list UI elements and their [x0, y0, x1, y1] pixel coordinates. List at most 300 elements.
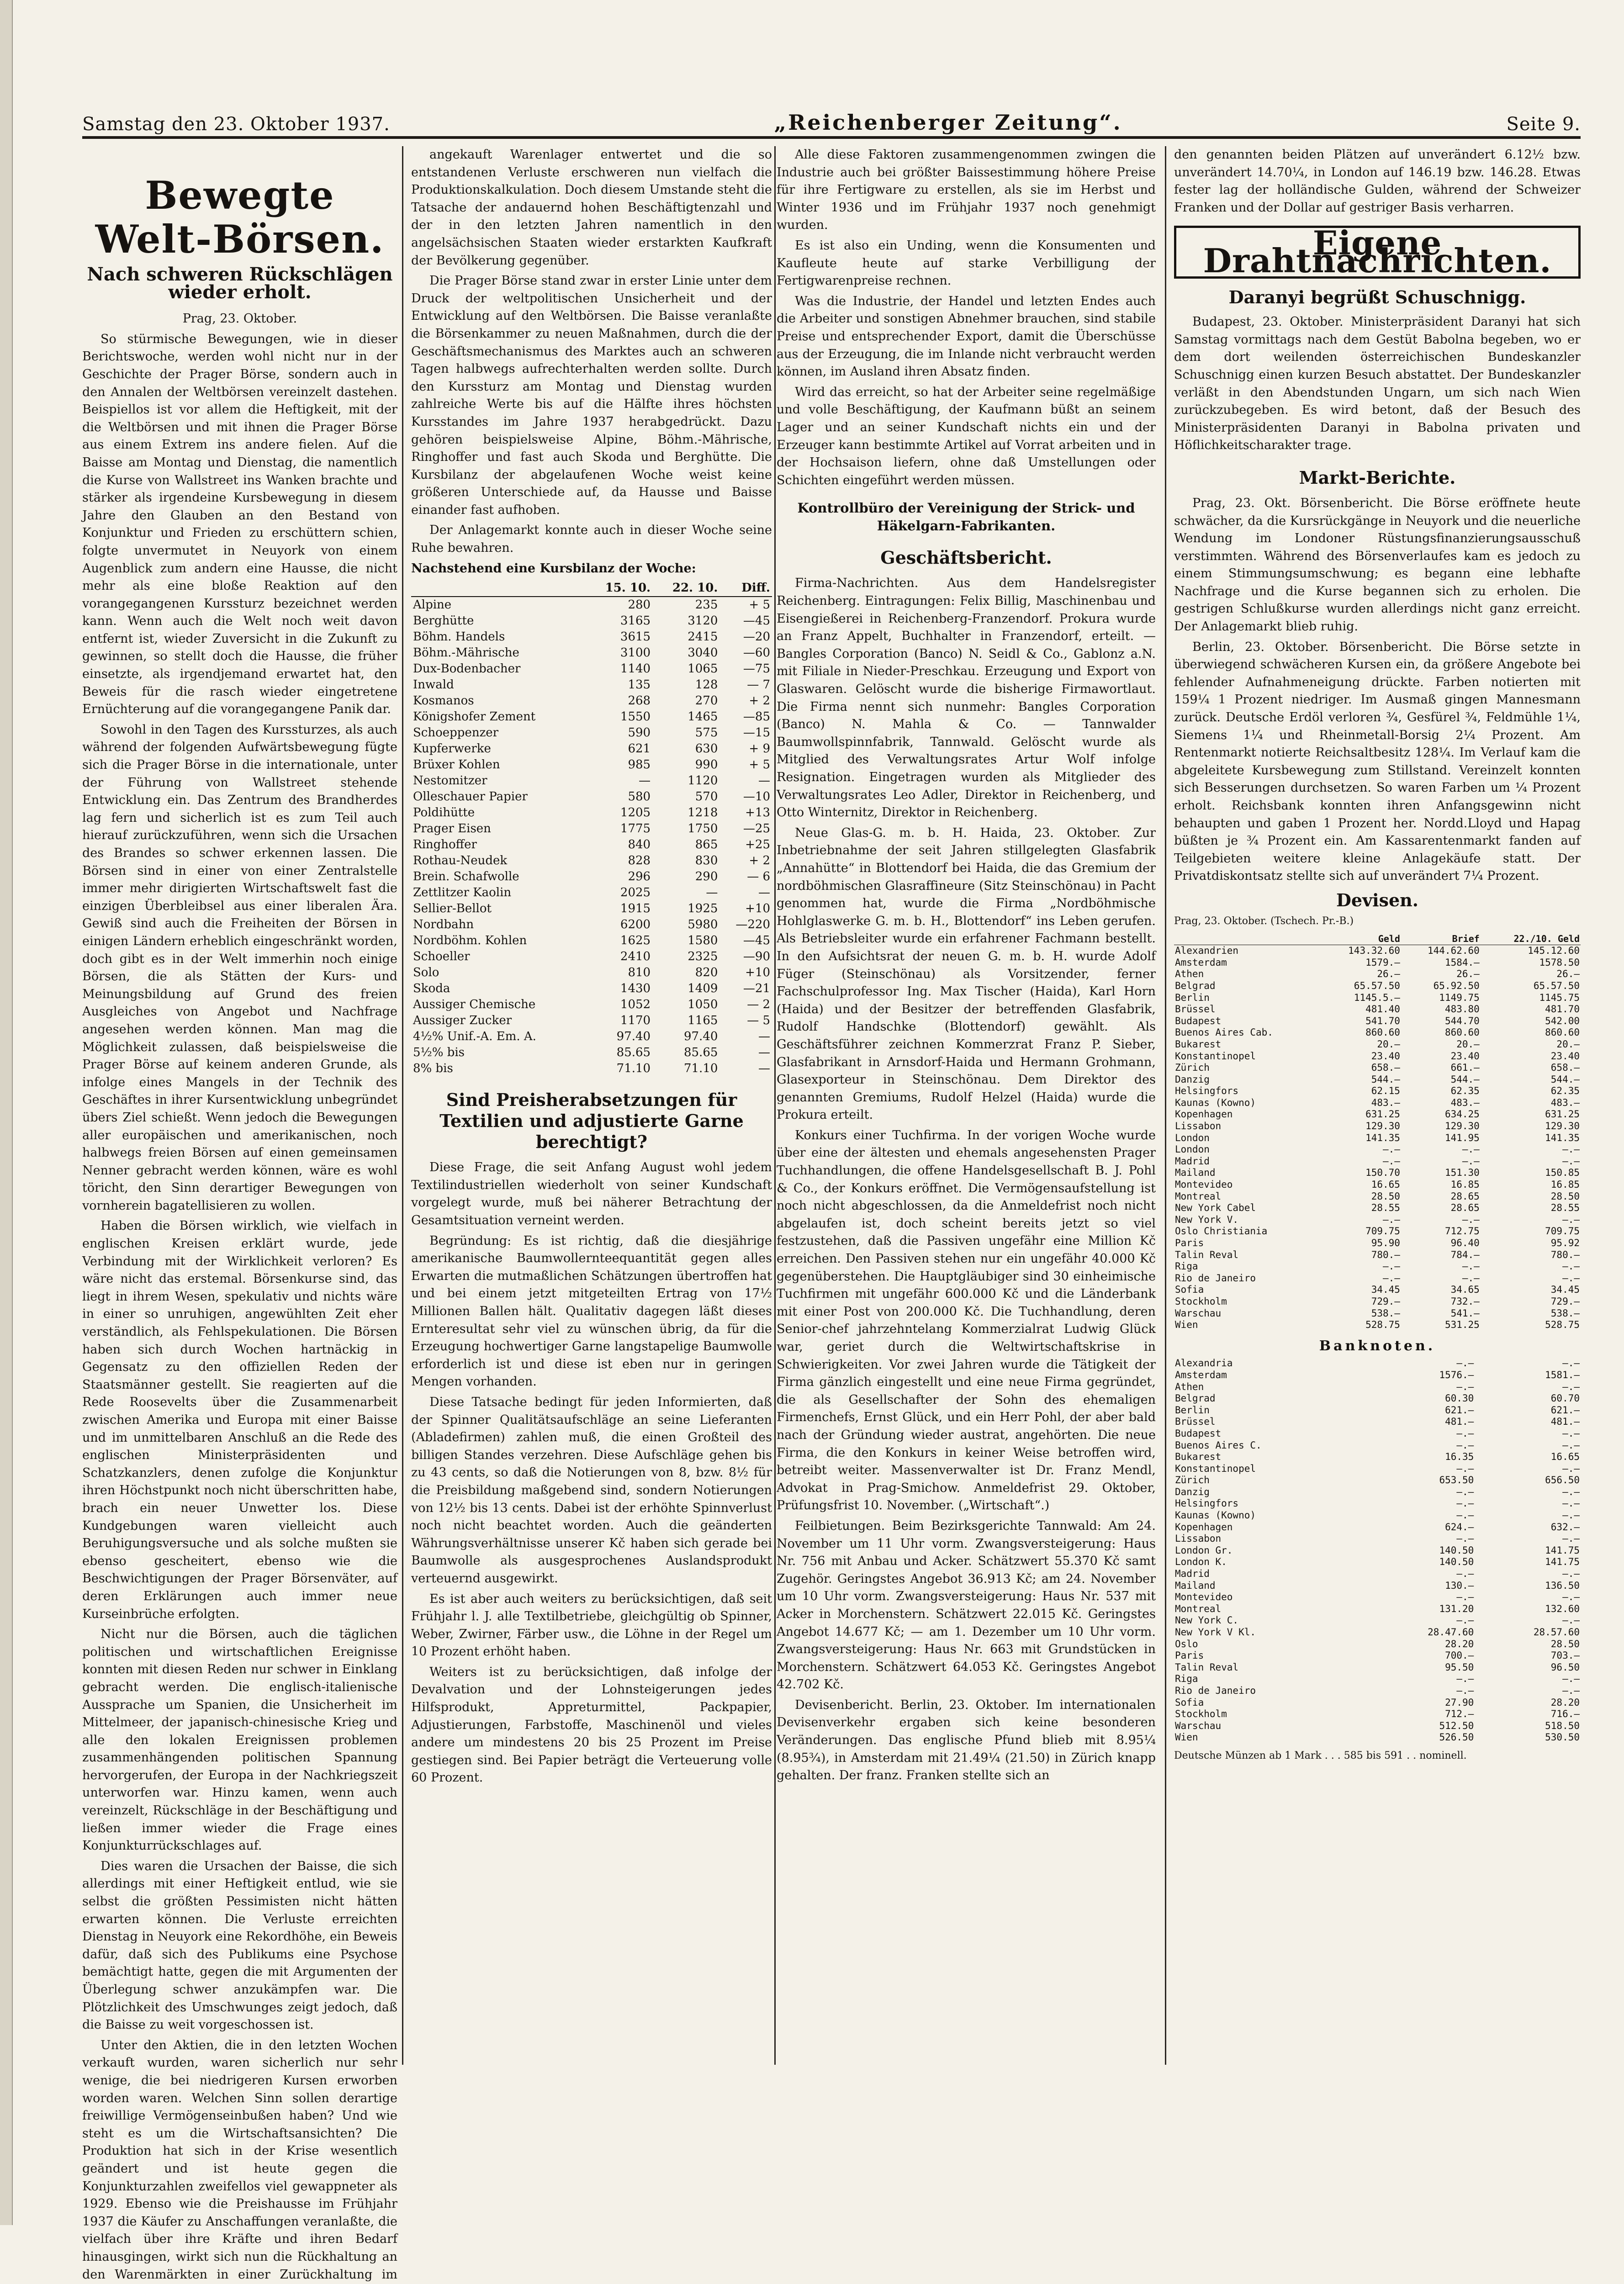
column-divider [1165, 146, 1166, 2065]
table-row [1174, 1226, 1581, 1237]
table-cell: Stockholm [1175, 1295, 1227, 1307]
table-cell: 26.— [1377, 968, 1400, 980]
table-cell: 1170 [620, 1014, 651, 1028]
table-cell: 16.85 [1450, 1179, 1480, 1190]
table-cell: 60.70 [1550, 1393, 1580, 1404]
table-cell: Zürich [1175, 1062, 1210, 1073]
table-cell: London K. [1175, 1556, 1227, 1568]
table-cell: + 5 [749, 598, 770, 612]
table-cell: 65.92.50 [1433, 980, 1480, 991]
table-cell: — 7 [747, 678, 770, 692]
table-header-cell: Brief [1401, 933, 1481, 945]
table-cell: 16.35 [1445, 1451, 1474, 1463]
table-row [411, 869, 772, 885]
table-row [1174, 1284, 1581, 1296]
article-signature: Kontrollbüro der Vereinigung der Strick- und Häkelgarn-Fabrikanten. [797, 500, 1135, 534]
table-cell: 542.00 [1545, 1015, 1580, 1026]
article-paragraph: Unter den Aktien, die in den letzten Wochen verkauft wurden, waren sicherlich nur sehr wenige, die bei niedrigeren Kursen erworben worden waren. Welchen Sinn sollen derartige freiwillige Vermögenseinbußen haben? Und wie steht es um die Wirtschaftsansichten? Die Produktion hat sich in der Krise wesentlich geändert und ist heute gegen die Konjunkturzahlen zweifellos viel gewappneter als 1929. Ebenso wie die Preishausse im Frühjahr 1937 die Käufer zu Anschaffungen veranlaßte, die vielfach über ihre Kräfte und ihren Bedarf hinausgingen, wirkt sich nun die Rückhaltung an den Warenmärkten in einer Zurückhaltung im [82, 2038, 397, 2282]
table-row [1174, 1039, 1581, 1051]
table-cell: 3615 [620, 630, 651, 644]
table-cell: Zettlitzer Kaolin [413, 886, 512, 900]
table-cell: Kopenhagen [1175, 1521, 1233, 1533]
table-cell: Stockholm [1175, 1708, 1227, 1720]
table-header-cell [411, 580, 585, 597]
section-headline: Geschäftsbericht. [880, 547, 1052, 568]
table-cell: 624.— [1445, 1521, 1474, 1533]
table-cell: Montreal [1175, 1603, 1222, 1614]
table-cell: —.— [1456, 1510, 1474, 1521]
table-cell: —75 [743, 662, 770, 676]
table-cell: Belgrad [1175, 980, 1216, 991]
table-row [1174, 1144, 1581, 1156]
table-cell: Amsterdam [1175, 1369, 1227, 1380]
table-cell: 541.— [1450, 1307, 1480, 1319]
table-cell: 481.70 [1545, 1004, 1580, 1015]
table-row [1174, 968, 1581, 980]
table-cell: 1120 [688, 774, 718, 788]
table-row [411, 757, 772, 773]
table-cell: —.— [1456, 1568, 1474, 1580]
table-cell: 544.— [1450, 1073, 1480, 1085]
article-paragraph: Budapest, 23. Oktober. Ministerpräsident Daranyi hat sich Samstag vormittags nach dem Gestüt Babolna begeben, wo er dem dort weilenden österreichischen Bundeskanzler Schuschnigg einen kurzen Besuch abstattet. Der Bundeskanzler verläßt in den Abendstunden Ungarn, um sich nach Wien zurückzubegeben. Es wird betont, daß der Besuch des Ministerpräsidenten Daranyi in Babolna privaten und Höflichkeitscharakter trage. [1174, 315, 1581, 453]
table-cell: 5980 [688, 918, 718, 932]
table-cell: —.— [1562, 1272, 1580, 1284]
table-cell: Brüssel [1175, 1004, 1216, 1015]
table-row [1174, 1319, 1581, 1331]
table-row [1174, 1015, 1581, 1027]
table-cell: —.— [1383, 1155, 1400, 1167]
table-cell: —.— [1456, 1428, 1474, 1439]
table-cell: —.— [1456, 1533, 1474, 1544]
table-cell: 130.— [1445, 1580, 1474, 1591]
table-cell: 860.60 [1444, 1027, 1480, 1038]
table-cell: 729.— [1371, 1295, 1400, 1307]
table-cell: 28.57.60 [1533, 1627, 1580, 1638]
article-paragraph: Konkurs einer Tuchfirma. In der vorigen Woche wurde über eine der ältesten und ehemals angesehensten Prager Tuchhandlungen, die offene Handelsgesellschaft B. J. Pohl & Co., der Konkurs eröffnet. Die Vermögensaufstellung ist noch nicht abgeschlossen, da die Anmeldefrist noch nicht abgelaufen ist, doch scheint bereits jetzt so viel festzustehen, daß die Passiven ungefähr eine Million Kč erreichen. Den Passiven stehen nur ein ungefähr 40.000 Kč gegenüberstehen. Die Hauptgläubiger sind 30 einheimische Tuchfirmen mit ungefähr 600.000 Kč und die Länderbank mit einer Post von 200.000 Kč. Die Tuchhandlung, deren Senior-chef jahrzehntelang Kommerzialrat Ludwig Glück war, geriet durch die Weltwirtschaftskrise in Schwierigkeiten. Vor zwei Jahren wurde die Tätigkeit der Firma gänzlich eingestellt und eine neue Firma gegründet, die als Gesellschafter der Sohn des ehemaligen Firmenchefs, Ernst Glück, und ein Herr Pohl, der aber bald nach der Gründung wieder austrat, angehörten. Die neue Firma, die den Konkurs in keiner Weise betroffen wird, betreibt weiter. Massenverwalter ist Dr. Franz Mendl, Advokat in Prag-Smichow. Anmeldefrist 29. Oktober, Prüfungsfrist 10. November. („Wirtschaft“.) [777, 1128, 1156, 1513]
article-paragraph: Firma-Nachrichten. Aus dem Handelsregister Reichenberg. Eintragungen: Felix Billig, Maschinenbau und Eisengießerei in Reichenberg-Franzendorf. Prokura wurde an Franz Appelt, Buchhalter in Franzendorf, erteilt. — Bangles Corporation (Banco) N. Seidl & Co., Gablonz a.N. mit Filiale in Nieder-Preschkau. Erzeugung und Export von Glaswaren. Gelöscht wurde die bisherige Firmawortlaut. Die Firma nennt sich nunmehr: Bangles Corporation (Banco) N. Mahla & Co. — Tannwalder Baumwollspinnfabrik, Tannwald. Gelöscht wurde als Mitglied des Verwaltungsrates Artur Wolf infolge Resignation. Eingetragen wurden als Mitglieder des Verwaltungsrates Leo Adler, Direktor in Reichenberg, und Otto Winternitz, Direktor in Reichenberg. [777, 576, 1156, 820]
table-row [1174, 1405, 1581, 1417]
table-row [411, 933, 772, 949]
table-cell: 143.32.60 [1348, 945, 1400, 957]
table-row [1174, 1650, 1581, 1662]
article-paragraph: Es ist aber auch weiters zu berücksichtigen, daß seit Frühjahr l. J. alle Textilbetriebe, gleichgültig ob Spinner, Weber, Zwirner, Färber usw., die Löhne in der Regel um 10 Prozent erhöht haben. [411, 1591, 772, 1659]
table-cell: 71.10 [616, 1062, 651, 1076]
table-cell: New York V. [1175, 1214, 1239, 1225]
table-row [1174, 1673, 1581, 1685]
table-row [1174, 1697, 1581, 1709]
table-cell: 840 [628, 838, 651, 852]
table-cell: —.— [1562, 1685, 1580, 1696]
table-row [1174, 1568, 1581, 1580]
table-cell: 140.50 [1439, 1556, 1474, 1568]
table-row [1174, 1202, 1581, 1214]
table-cell: 235 [695, 598, 718, 612]
table-cell: London [1175, 1132, 1210, 1143]
table-cell: 34.45 [1371, 1284, 1400, 1295]
table-cell: 20.— [1556, 1038, 1580, 1050]
table-cell: —.— [1562, 1439, 1580, 1451]
table-cell: 732.— [1450, 1295, 1480, 1307]
news-headline: Daranyi begrüßt Schuschnigg. [1228, 286, 1526, 307]
table-cell: Brein. Schafwolle [413, 870, 519, 884]
table-row [1174, 1369, 1581, 1381]
table-cell: —.— [1462, 1272, 1480, 1284]
table-cell: 34.45 [1550, 1284, 1580, 1295]
table-cell: 3040 [688, 646, 718, 660]
table-cell: 828 [628, 854, 651, 868]
table-row [1174, 1522, 1581, 1533]
table-cell: 95.50 [1445, 1661, 1474, 1673]
table-cell: —.— [1562, 1591, 1580, 1603]
table-cell: Warschau [1175, 1307, 1222, 1319]
table-cell: Athen [1175, 1381, 1204, 1392]
table-cell: Aussiger Zucker [413, 1014, 512, 1028]
table-cell: 483.80 [1444, 1004, 1480, 1015]
table-cell: —25 [743, 822, 770, 836]
table-cell: 65.57.50 [1533, 980, 1580, 991]
table-cell: 141.35 [1545, 1132, 1580, 1143]
table-cell: 544.— [1371, 1073, 1400, 1085]
table-cell: 34.65 [1450, 1284, 1480, 1295]
column-4 [1174, 146, 1581, 2060]
table-cell: —.— [1456, 1498, 1474, 1509]
table-cell: Nordböhm. Kohlen [413, 934, 527, 948]
table-row [1174, 1358, 1581, 1369]
table-cell: 990 [695, 758, 718, 772]
table-cell: 140.50 [1439, 1544, 1474, 1556]
table-cell: 1145.75 [1539, 992, 1580, 1003]
table-cell: —.— [1383, 1214, 1400, 1225]
table-cell: —85 [743, 710, 770, 724]
section-headline: Markt-Berichte. [1299, 467, 1456, 488]
table-cell: 141.95 [1444, 1132, 1480, 1143]
article-paragraph: angekauft Warenlager entwertet und die so entstandenen Verluste erschweren nun vielfach die Produktionskalkulation. Doch diesem Umstande steht die Tatsache der andauernd hohen Beschäftigtenzahl und der in den letzten Jahren namentlich in den angelsächsischen Staaten wieder erstarkten Kaufkraft der Bevölkerung gegenüber. [411, 148, 772, 268]
table-cell: —.— [1562, 1428, 1580, 1439]
table-row [1174, 1556, 1581, 1568]
table-row [1174, 1486, 1581, 1498]
table-cell: +13 [745, 806, 770, 820]
table-cell: 1580 [688, 934, 718, 948]
table-cell: 830 [695, 854, 718, 868]
table-cell: 135 [628, 678, 651, 692]
table-cell: —.— [1462, 1214, 1480, 1225]
table-row [411, 1061, 772, 1077]
table-row [411, 1013, 772, 1029]
table-cell: 538.— [1550, 1307, 1580, 1319]
table-row [1174, 1416, 1581, 1428]
article-paragraph: Diese Tatsache bedingt für jeden Informierten, daß der Spinner Qualitätsaufschläge an seine Lieferanten (Abladefirmen) zahlen muß, die einen Großteil des billigen Standes verzehren. Diese Aufschläge gehen bis zu 43 cents, so daß die Notierungen von 8, bzw. 8½ für die Preisbildung maßgebend sind, sondern Notierungen von 12½ bis 13 cents. Dabei ist der erhöhte Spinnverlust noch nicht beachtet worden. Auch die geänderten Währungsverhältnisse unserer Kč haben sich gerade bei Baumwolle als ausgesprochenes Auslandsprodukt verteuernd ausgewirkt. [411, 1395, 772, 1586]
table-row [1174, 1156, 1581, 1168]
table-cell: 16.65 [1371, 1179, 1400, 1190]
table-cell: Helsingfors [1175, 1085, 1239, 1097]
table-cell: 481.— [1445, 1416, 1474, 1428]
table-row [1174, 1027, 1581, 1039]
table-cell: —.— [1562, 1214, 1580, 1225]
table-cell: 145.12.60 [1528, 945, 1580, 957]
table-cell: 656.50 [1545, 1475, 1580, 1486]
table-cell: 709.75 [1545, 1226, 1580, 1237]
table-cell: 1579.— [1365, 957, 1400, 968]
table-cell: Mailand [1175, 1580, 1216, 1591]
table-cell: 85.65 [683, 1046, 718, 1060]
table-cell: +25 [745, 838, 770, 852]
table-cell: 621.— [1445, 1404, 1474, 1416]
table-row [1174, 1510, 1581, 1522]
article-paragraph: Haben die Börsen wirklich, wie vielfach in englischen Kreisen erklärt wurde, jede Verbindung mit der Wirklichkeit verloren? Es wäre nicht das erstemal. Börsenkurse sind, das liegt in ihrem Wesen, spekulativ und nichts wäre in einer so unruhigen, angewühlten Zeit eher verständlich, als Fehlspekulationen. Die Börsen haben sich durch Wochen hartnäckig in Gegensatz zu den offiziellen Reden der Staatsmänner gestellt. Sie reagierten auf die Rede Roosevelts über die Zusammenarbeit zwischen Amerika und Europa mit einer Baisse und im unmittelbaren Anschluß an die Rede des englischen Ministerpräsidenten und Schatzkanzlers, denen zufolge die Konjunktur ihren Höchstpunkt noch nicht überschritten habe, brach ein neuer Unwetter los. Diese Kundgebungen waren vielleicht auch Beruhigungsversuche und als solche mußten sie ebenso gescheitert, ebenso wie die Beschwichtigungen der Prager Börsenväter, auf deren Erklärungen auch immer neue Kurseinbrüche erfolgten. [82, 1219, 397, 1621]
table-cell: 729.— [1550, 1295, 1580, 1307]
article-paragraph: Diese Frage, die seit Anfang August wohl jedem Textilindustriellen wiederholt von seiner Kundschaft vorgelegt wurde, muß bei näherer Betrachtung der Gesamtsituation verneint werden. [411, 1160, 772, 1228]
table-cell: Kopenhagen [1175, 1109, 1233, 1120]
table-cell: Prager Eisen [413, 822, 491, 836]
table-cell: 631.25 [1545, 1109, 1580, 1120]
table-cell: 1430 [620, 982, 651, 996]
table-row [1174, 1685, 1581, 1697]
table-cell: Rothau-Neudek [413, 854, 508, 868]
table-cell: 658.— [1550, 1062, 1580, 1073]
table-cell: 132.60 [1545, 1603, 1580, 1614]
table-cell: 8% bis [413, 1062, 453, 1076]
table-cell: 1775 [620, 822, 651, 836]
table-row [1174, 1720, 1581, 1732]
table-cell: 526.50 [1439, 1732, 1474, 1743]
table-cell: —.— [1383, 1272, 1400, 1284]
table-cell: —60 [743, 646, 770, 660]
table-cell: —.— [1562, 1381, 1580, 1392]
table-row [1174, 1273, 1581, 1285]
table-cell: Poldihütte [413, 806, 475, 820]
table-cell: —.— [1562, 1568, 1580, 1580]
table-cell: —.— [1383, 1144, 1400, 1155]
table-cell: 144.62.60 [1428, 945, 1480, 957]
table-cell: 1578.50 [1539, 957, 1580, 968]
table-cell: 1576.— [1439, 1369, 1474, 1380]
table-cell: 23.40 [1450, 1050, 1480, 1062]
table-row [411, 981, 772, 997]
table-cell: Kaunas (Kowno) [1175, 1510, 1256, 1521]
header-rule [82, 136, 1581, 139]
table-cell: 481.— [1550, 1416, 1580, 1428]
table-row [411, 917, 772, 933]
table-row [1174, 1615, 1581, 1627]
table-row [1174, 1249, 1581, 1261]
table-cell: 780.— [1371, 1249, 1400, 1260]
table-row [1174, 1121, 1581, 1132]
table-cell: Lissabon [1175, 1533, 1222, 1544]
table-row [1174, 1545, 1581, 1557]
table-row [1174, 1167, 1581, 1179]
article-dateline: Prag, 23. Oktober. [182, 312, 297, 326]
devisen-table [1174, 933, 1581, 1331]
table-cell: Brüssel [1175, 1416, 1216, 1428]
table-cell: 20.— [1377, 1038, 1400, 1050]
table-cell: 860.60 [1365, 1027, 1400, 1038]
table-cell: —.— [1562, 1144, 1580, 1155]
header-paper-title: „Reichenberger Zeitung“. [774, 110, 1122, 135]
article-paragraph: Dies waren die Ursachen der Baisse, die sich allerdings mit einer Heftigkeit entlud, wie sie selbst die größten Pessimisten nicht hätten erwarten können. Die Verluste erreichten Dienstag in Neuyork eine Rekordhöhe, ein Beweis dafür, daß sich des Publikums eine Psychose bemächtigt hatte, gegen die mit Argumenten der Überlegung schwer anzukämpfen war. Die Plötzlichkeit des Umschwunges zeigt jedoch, daß die Baisse zu weit vorgeschossen ist. [82, 1859, 397, 2032]
table-cell: 1052 [620, 998, 651, 1012]
article-paragraph: Devisenbericht. Berlin, 23. Oktober. Im internationalen Devisenverkehr ergaben sich keine besonderen Veränderungen. Das englische Pfund blieb mit 8.95¼ (8.95¾), in Amsterdam mit 21.49¼ (21.50) in Zürich knapp gehalten. Der franz. Franken stellte sich an [777, 1697, 1156, 1783]
table-cell: —.— [1456, 1381, 1474, 1392]
header-date: Samstag den 23. Oktober 1937. [82, 114, 390, 135]
table-cell: 1625 [620, 934, 651, 948]
table-row [411, 853, 772, 869]
table-row [1174, 1191, 1581, 1203]
table-cell: 528.75 [1365, 1319, 1400, 1331]
table-header-cell [1174, 933, 1322, 945]
table-cell: Brüxer Kohlen [413, 758, 500, 772]
table-cell: 28.55 [1371, 1202, 1400, 1214]
table-row [1174, 1603, 1581, 1615]
table-cell: —.— [1456, 1615, 1474, 1626]
table-cell: 290 [695, 870, 718, 884]
table-cell: 60.30 [1445, 1393, 1474, 1404]
table-cell: 865 [695, 838, 718, 852]
table-cell: —.— [1562, 1615, 1580, 1626]
table-cell: 97.40 [616, 1030, 651, 1044]
table-cell: 65.57.50 [1354, 980, 1400, 991]
table-row [1174, 1440, 1581, 1452]
table-cell: 28.50 [1550, 1638, 1580, 1650]
table-cell: 97.40 [683, 1030, 718, 1044]
table-cell: 20.— [1456, 1038, 1480, 1050]
table-cell: 780.— [1550, 1249, 1580, 1260]
article-headline: Sind Preisherabsetzungen für Textilien und adjustierte Garne berechtigt? [439, 1089, 744, 1153]
table-cell: Athen [1175, 968, 1204, 980]
table-cell: Aussiger Chemische [413, 998, 536, 1012]
table-row [1174, 1475, 1581, 1486]
banknoten-table [1174, 1358, 1581, 1744]
table-cell: 1915 [620, 902, 651, 916]
table-cell: —.— [1456, 1591, 1474, 1603]
table-cell: 1165 [688, 1014, 718, 1028]
table-cell: —.— [1383, 1261, 1400, 1272]
table-cell: — [706, 886, 718, 900]
table-cell: Paris [1175, 1650, 1204, 1661]
table-cell: 784.— [1450, 1249, 1480, 1260]
table-cell: Madrid [1175, 1155, 1210, 1167]
table-cell: 1584.— [1444, 957, 1480, 968]
column-divider [402, 146, 403, 2065]
table-cell: Schoeppenzer [413, 726, 499, 740]
table-cell: 131.20 [1439, 1603, 1474, 1614]
table-cell: —.— [1456, 1463, 1474, 1474]
article-paragraph: Alle diese Faktoren zusammengenommen zwingen die Industrie auch bei größter Baissestimmung höhere Preise für ihre Fertigware zu erstellen, als sie im Herbst und Winter 1936 und im Frühjahr 1937 noch genehmigt wurden. [777, 148, 1156, 233]
table-cell: —.— [1562, 1463, 1580, 1474]
table-cell: 661.— [1450, 1062, 1480, 1073]
table-header-cell: 22./10. Geld [1481, 933, 1581, 945]
table-cell: 712.75 [1444, 1226, 1480, 1237]
table-cell: Olleschauer Papier [413, 790, 528, 804]
table-row [1174, 1451, 1581, 1463]
column-divider [774, 146, 776, 2065]
banknoten-footnote: Deutsche Münzen ab 1 Mark . . . 585 bis 591 . . nominell. [1174, 1750, 1467, 1761]
table-cell: 1050 [688, 998, 718, 1012]
table-header-cell: 15. 10. [585, 580, 652, 597]
table-cell: London [1175, 1144, 1210, 1155]
table-cell: —.— [1462, 1144, 1480, 1155]
article-paragraph: So stürmische Bewegungen, wie in dieser Berichtswoche, werden wohl nicht nur in der Geschichte der Prager Börse, sondern auch in den Annalen der Weltbörsen vereinzelt dastehen. Beispiellos ist vor allem die Heftigkeit, mit der die Weltbörsen und mit ihnen die Prager Börse aus einem Extrem ins andere fielen. Auf die Baisse am Montag und Dienstag, die namentlich die Kurse von Wallstreet ins Wanken brachte und stärker als irgendeine Kursbewegung in diesem Jahre den Glauben an den Bestand von Konjunktur und Frieden zu erschüttern schien, folgte unvermutet in Neuyork von einem Augenblick zum andern eine Hausse, die nicht mehr als eine bloße Reaktion auf den vorangegangenen Kurssturz bezeichnet werden kann. Wenn auch die Welt noch weit davon entfernt ist, wieder Zuversicht in die Zukunft zu gewinnen, so stellt doch die Hausse, die früher einsetzte, als irgendjemand erwartet hat, den Beweis für die rasch wieder eingetretene Ernüchterung auf die vorangegangene Panik dar. [82, 332, 397, 717]
table-cell: Oslo [1175, 1638, 1198, 1650]
table-cell: 96.40 [1450, 1237, 1480, 1248]
article-paragraph: Berlin, 23. Oktober. Börsenbericht. Die Börse setzte in überwiegend schwächeren Kursen ein, da größere Angebote bei fehlender Aufnahmeneigung drückte. Farben notierten mit 159¼ 1 Prozent niedriger. Im Ausmaß gingen Mannesmann zurück. Deutsche Erdöl verloren ¾, Gesfürel ¾, Feldmühle 1¼, Siemens 1¼ und Rheinmetall-Borsig 2¼ Prozent. Am Rentenmarkt notierte Reichsaltbesitz 128¼. Im Verlauf kam die abgeleitete Kursbewegung zum Stillstand. Vereinzelt konnten sich Besserungen durchsetzen. So waren Farben um ¼ Prozent erholt. Reichsbank konnten ihren Anfangsgewinn nicht behaupten und gaben 1 Prozent her. Nordd.Lloyd und Hapag büßten je ¾ Prozent ein. Am Kassarentenmarkt fanden auf Teilgebieten weitere kleine Anlagekäufe statt. Der Privatdiskontsatz stellte sich auf unverändert 7¼ Prozent. [1174, 640, 1581, 883]
table-row [1174, 1261, 1581, 1273]
table-cell: Skoda [413, 982, 450, 996]
table-row [411, 837, 772, 853]
article-paragraph: den genannten beiden Plätzen auf unverändert 6.12½ bzw. unverändert 14.70¼, in London auf 146.19 bzw. 146.28. Etwas fester lag der holländische Gulden, während der Schweizer Franken und der Dollar auf gestriger Basis verharren. [1174, 148, 1581, 215]
article-paragraph: Neue Glas-G. m. b. H. Haida, 23. Oktober. Zur Inbetriebnahme der seit Jahren stillgelegten Glasfabrik „Annahütte“ in Blottendorf bei Haida, die das Gremium der nordböhmischen Glasraffineure (Sitz Steinschönau) in Pacht genommen hat, wurde die Firma „Nordböhmische Hohlglaswerke G. m. b. H., Blottendorf“ ins Leben gerufen. Als Betriebsleiter wurde ein erfahrener Fachmann bestellt. In den Aufsichtsrat der neuen G. m. b. H. wurde Adolf Füger (Steinschönau) als Vorsitzender, ferner Fachschulprofessor Ing. Max Tischer (Haida), Karl Horn (Haida) und der Besitzer der betreffenden Glasfabrik, Rudolf Handschke (Blottendorf) gewählt. Als Geschäftsführer zeichnen Kommerzrat Franz P. Sieber, Glasfabrikant in Arnsdorf-Haida und Hermann Grohmann, Glasexporteur in Steinschönau. Dem Direktor des genannten Gremiums, Rudolf Helzel (Haida) wurde die Prokura erteilt. [777, 825, 1156, 1122]
table-cell: —15 [743, 726, 770, 740]
table-cell: 26.— [1556, 968, 1580, 980]
table-cell: —10 [743, 790, 770, 804]
table-cell: 634.25 [1444, 1109, 1480, 1120]
table-cell: Sofia [1175, 1697, 1204, 1708]
table-row [411, 677, 772, 693]
table-cell: Montreal [1175, 1190, 1222, 1202]
table-header-cell: 22. 10. [652, 580, 719, 597]
table-cell: —.— [1456, 1673, 1474, 1685]
table-cell: Kosmanos [413, 694, 474, 708]
table-cell: 1581.— [1545, 1369, 1580, 1380]
table-cell: —.— [1562, 1498, 1580, 1509]
table-cell: Oslo Christiania [1175, 1226, 1268, 1237]
table-row [1174, 1381, 1581, 1393]
table-cell: 528.75 [1545, 1319, 1580, 1331]
table-cell: 62.35 [1550, 1085, 1580, 1097]
table-row [1174, 1074, 1581, 1086]
table-row [411, 597, 772, 613]
table-cell: 483.— [1450, 1097, 1480, 1108]
table-cell: 62.15 [1371, 1085, 1400, 1097]
table-cell: Kaunas (Kowno) [1175, 1097, 1256, 1108]
table-cell: Wien [1175, 1732, 1198, 1743]
table-row [411, 693, 772, 709]
table-cell: 1465 [688, 710, 718, 724]
table-cell: Berlin [1175, 992, 1210, 1003]
boxed-section-headline: Eigene Drahtnachrichten. [1174, 226, 1581, 278]
column-3 [777, 146, 1156, 2060]
article-headline: Bewegte Welt-Börsen. [95, 173, 385, 262]
table-cell: 1409 [688, 982, 718, 996]
table-cell: 23.40 [1550, 1050, 1580, 1062]
table-row [1174, 1393, 1581, 1405]
table-cell: —.— [1456, 1439, 1474, 1451]
table-row [411, 997, 772, 1013]
table-cell: 575 [695, 726, 718, 740]
table-cell: 820 [695, 966, 718, 980]
table-row [1174, 1179, 1581, 1191]
table-cell: 128 [695, 678, 718, 692]
table-cell: Böhm.-Mährische [413, 646, 519, 660]
table-cell: —.— [1462, 1155, 1480, 1167]
table-cell: 28.47.60 [1428, 1627, 1474, 1638]
table-cell: 1750 [688, 822, 718, 836]
table-cell: 2325 [688, 950, 718, 964]
column-2 [411, 146, 772, 2060]
table-row [1174, 1214, 1581, 1226]
table-row [1174, 1109, 1581, 1121]
table-cell: 544.70 [1444, 1015, 1480, 1026]
table-row [1174, 1591, 1581, 1603]
table-cell: 1218 [688, 806, 718, 820]
table-row [1174, 1428, 1581, 1440]
article-paragraph: Nicht nur die Börsen, auch die täglichen politischen und wirtschaftlichen Ereignisse konnten mit diesen Reden nur schwer in Einklang gebracht werden. Die englisch-italienische Aussprache um Spanien, die Unsicherheit im Mittelmeer, der japanisch-chinesische Krieg und alle den lokalen Ereignissen problemen zusammenhängenden politischen Spannung hervorgerufen, der Europa in der Nachkriegszeit unterworfen war. Hinzu kamen, wenn auch vereinzelt, Rückschläge in der Beschäftigung und ließen immer wieder die Frage eines Konjunkturrückschlages auf. [82, 1627, 397, 1853]
table-cell: 129.30 [1365, 1121, 1400, 1132]
table-cell: 1065 [688, 662, 718, 676]
table-row [1174, 1051, 1581, 1063]
table-cell: 985 [628, 758, 651, 772]
table-cell: London Gr. [1175, 1544, 1233, 1556]
table-cell: 150.70 [1365, 1167, 1400, 1179]
